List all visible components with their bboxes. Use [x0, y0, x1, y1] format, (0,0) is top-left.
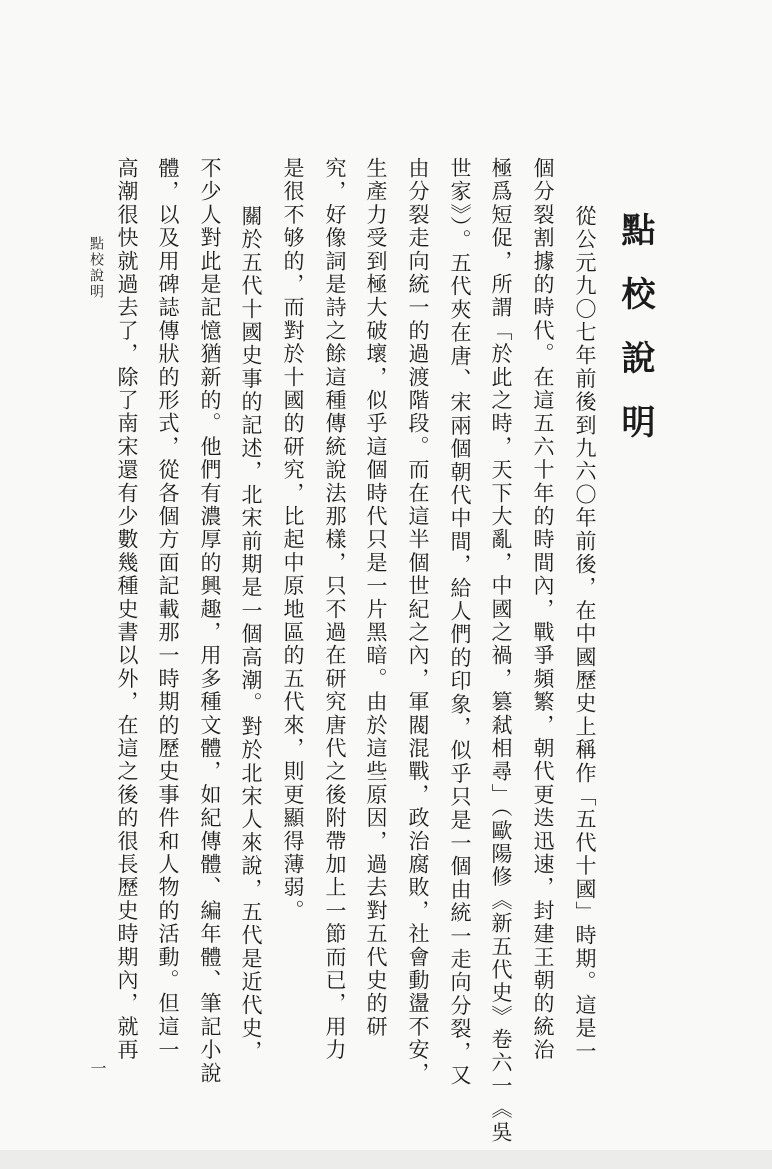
text-column-3: 極爲短促，所謂「於此之時，天下大亂，中國之禍，篡弒相尋」（歐陽修《新五代史》卷六一《吳 — [489, 157, 513, 1145]
scan-edge — [0, 1150, 772, 1169]
text-column-10: 不少人對此是記憶猶新的。他們有濃厚的興趣，用多種文體，如紀傳體、編年體、筆記小說 — [198, 157, 222, 1085]
page-number: 一 — [88, 1060, 107, 1076]
running-head: 點校說明 — [88, 236, 104, 300]
text-column-7: 究，好像詞是詩之餘這種傳統說法那樣，只不過在研究唐代之後附帶加上一節而已，用力 — [323, 157, 347, 1062]
text-column-9: 關於五代十國史事的記述，北宋前期是一個高潮。對於北宋人來說，五代是近代史， — [239, 205, 263, 1064]
text-column-6: 生產力受到極大破壞，似乎這個時代只是一片黑暗。由於這些原因，過去對五代史的研 — [364, 157, 388, 1039]
text-column-8: 是很不够的，而對於十國的研究，比起中原地區的五代來，則更顯得薄弱。 — [281, 157, 305, 923]
text-column-12: 高潮很快就過去了，除了南宋還有少數幾種史書以外，在這之後的很長歷史時期內，就再 — [115, 157, 139, 1062]
page-title: 點校說明 — [615, 212, 655, 468]
text-column-1: 從公元九〇七年前後到九六〇年前後，在中國歷史上稱作「五代十國」時期。這是一 — [573, 205, 597, 1064]
text-column-5: 由分裂走向統一的過渡階段。而在這半個世紀之內，軍閥混戰，政治腐敗，社會動盪不安， — [406, 157, 430, 1085]
text-column-11: 體，以及用碑誌傳狀的形式，從各個方面記載那一時期的歷史事件和人物的活動。但這一 — [156, 157, 180, 1062]
text-column-2: 個分裂割據的時代。在這五六十年的時間內，戰爭頻繁，朝代更迭迅速，封建王朝的統治 — [531, 157, 555, 1062]
text-column-4: 世家》）。五代夾在唐、宋兩個朝代中間，給人們的印象，似乎只是一個由統一走向分裂，又 — [448, 157, 472, 1088]
